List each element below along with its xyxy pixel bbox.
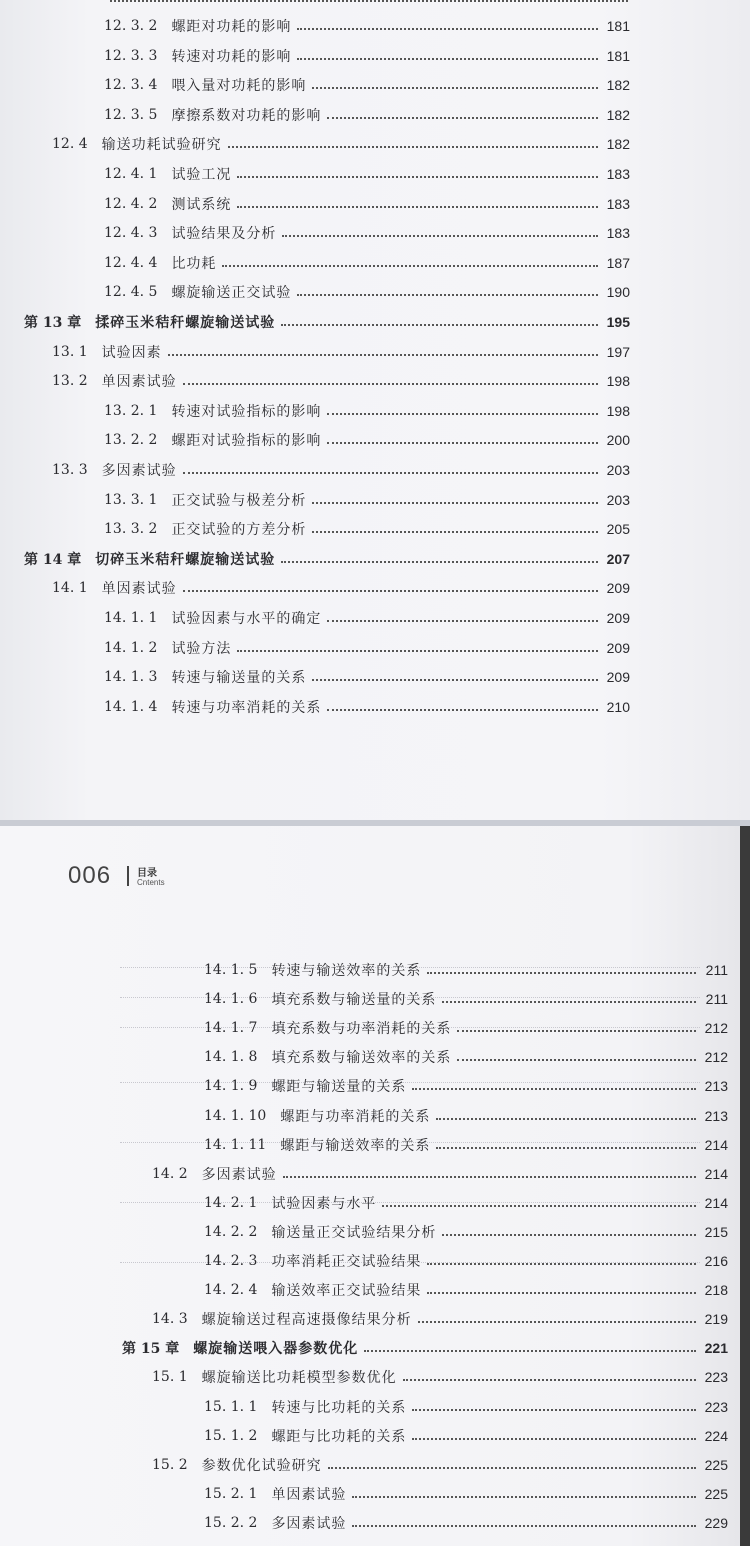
toc-entry-title: 转速与功率消耗的关系 (171, 699, 322, 716)
toc-entry-number: 第 14 章 (24, 551, 82, 568)
toc-subsection-entry (104, 606, 630, 630)
toc-subsection-entry (104, 192, 630, 216)
toc-section-entry (152, 1307, 728, 1331)
toc-entry-title: 螺旋输送喂入器参数优化 (193, 1341, 359, 1358)
header-divider (127, 866, 129, 886)
toc-entry-number: 13. 3. 2 (104, 521, 158, 538)
toc-leader-dots (352, 1496, 696, 1498)
toc-subsection-entry (104, 399, 630, 423)
toc-entry-number: 14. 3 (152, 1311, 188, 1328)
toc-entry-title: 螺距与输送量的关系 (271, 1079, 407, 1096)
toc-subsection-entry (204, 1133, 728, 1157)
toc-chapter-entry (24, 310, 630, 334)
toc-leader-dots (312, 87, 598, 89)
toc-entry-page: 187 (606, 254, 630, 271)
toc-leader-dots (327, 413, 598, 415)
toc-entry-title: 多因素试验 (101, 463, 177, 479)
toc-entry-page: 209 (606, 610, 630, 626)
toc-entry-page: 195 (606, 314, 630, 330)
toc-entry-number: 14. 1. 10 (204, 1107, 267, 1124)
toc-subsection-entry (204, 1220, 728, 1244)
toc-leader-dots (183, 472, 598, 474)
toc-leader-dots (412, 1438, 696, 1440)
toc-entry-title: 螺旋输送正交试验 (171, 285, 292, 302)
toc-subsection-entry (104, 44, 630, 68)
toc-leader-dots (237, 176, 598, 178)
toc-entry-page: 181 (606, 18, 630, 34)
toc-section-entry (52, 458, 630, 482)
toc-leader-dots (436, 1118, 696, 1120)
toc-entry-page: 216 (704, 1253, 728, 1269)
toc-entry-number: 第 15 章 (122, 1341, 180, 1358)
toc-entry-number: 15. 2 (152, 1456, 188, 1473)
toc-leader-dots (281, 324, 598, 326)
toc-entry-title: 试验工况 (171, 167, 232, 183)
toc-entry-number: 15. 2. 1 (204, 1485, 258, 1502)
toc-entry-number: 15. 1. 1 (204, 1398, 258, 1415)
toc-leader-dots (168, 354, 598, 356)
toc-entry-number: 14. 1. 8 (204, 1049, 258, 1066)
toc-entry-title: 多因素试验 (271, 1515, 347, 1532)
toc-leader-dots (436, 1147, 696, 1149)
toc-entry-page: 213 (704, 1078, 728, 1095)
toc-subsection-entry (204, 987, 728, 1011)
toc-entry-title: 揉碎玉米秸秆螺旋输送试验 (95, 315, 276, 331)
toc-leader-dots (364, 1350, 696, 1352)
toc-entry-number: 14. 2. 1 (204, 1194, 258, 1211)
toc-entry-title: 螺距与比功耗的关系 (271, 1428, 407, 1445)
toc-entry-page: 212 (704, 1020, 728, 1037)
toc-entry-number: 14. 1 (52, 580, 88, 597)
toc-entry-title: 多因素试验 (201, 1166, 277, 1183)
toc-leader-dots (110, 0, 628, 2)
toc-subsection-entry (104, 488, 630, 512)
page-number: 006 (68, 862, 112, 889)
toc-entry-page: 214 (704, 1165, 728, 1182)
toc-entry-number: 12. 4. 4 (104, 254, 158, 271)
toc-entry-title: 螺旋输送过程高速摄像结果分析 (201, 1312, 412, 1329)
toc-entry-number: 13. 2 (52, 373, 88, 390)
toc-entry-title: 喂入量对功耗的影响 (171, 78, 307, 95)
toc-entry-page: 219 (704, 1311, 728, 1328)
toc-leader-dots (442, 1234, 696, 1236)
toc-subsection-entry (204, 958, 728, 982)
toc-leader-dots (352, 1525, 696, 1527)
toc-entry-page: 182 (606, 77, 630, 94)
toc-entry-number: 12. 4. 3 (104, 225, 158, 242)
toc-entry-number: 14. 2. 2 (204, 1223, 258, 1240)
toc-entry-page: 209 (606, 580, 630, 597)
toc-entry-page: 203 (606, 462, 630, 478)
toc-section-entry (52, 340, 630, 364)
toc-entry-page: 215 (704, 1223, 728, 1240)
toc-entry-title: 转速对功耗的影响 (171, 48, 292, 65)
toc-leader-dots (312, 502, 598, 504)
toc-subsection-entry (104, 221, 630, 245)
toc-leader-dots (327, 117, 598, 119)
toc-subsection-entry (104, 103, 630, 127)
toc-entry-number: 14. 1. 1 (104, 610, 158, 626)
toc-leader-dots (412, 1088, 696, 1090)
toc-subsection-entry (104, 162, 630, 186)
toc-entry-title: 正交试验与极差分析 (171, 492, 307, 509)
toc-entry-number: 14. 2. 3 (204, 1253, 258, 1269)
toc-leader-dots (297, 28, 598, 30)
toc-entry-title: 输送量正交试验结果分析 (271, 1224, 437, 1241)
toc-entry-number: 13. 2. 1 (104, 402, 158, 419)
toc-subsection-entry (204, 1278, 728, 1302)
toc-entry-number: 13. 1 (52, 343, 88, 360)
toc-leader-dots (457, 1030, 696, 1032)
toc-leader-dots (418, 1321, 696, 1323)
toc-leader-dots (297, 58, 598, 60)
toc-entry-page: 209 (606, 639, 630, 656)
toc-entry-page: 221 (704, 1340, 728, 1357)
toc-entry-page: 183 (606, 166, 630, 182)
toc-subsection-entry (204, 1395, 728, 1419)
toc-leader-dots (327, 620, 598, 622)
toc-entry-title: 转速与输送效率的关系 (271, 963, 422, 979)
toc-entry-page: 207 (606, 550, 630, 567)
toc-entry-page: 182 (606, 136, 630, 153)
toc-entry-page: 211 (705, 962, 728, 978)
toc-leader-dots (327, 709, 598, 711)
toc-subsection-entry (104, 665, 630, 689)
toc-entry-page: 218 (704, 1282, 728, 1299)
toc-subsection-entry (104, 280, 630, 304)
toc-entry-page: 183 (606, 195, 630, 212)
toc-entry-number: 14. 1. 9 (204, 1078, 258, 1095)
toc-subsection-entry (204, 1016, 728, 1040)
toc-leader-dots (328, 1467, 696, 1469)
toc-entry-title: 填充系数与功率消耗的关系 (271, 1021, 452, 1038)
toc-section-entry (52, 576, 630, 600)
toc-entry-title: 比功耗 (171, 255, 217, 272)
toc-entry-page: 181 (606, 47, 630, 64)
toc-subsection-entry (104, 695, 630, 719)
toc-entry-number: 14. 1. 3 (104, 669, 158, 686)
toc-subsection-entry (104, 251, 630, 275)
toc-leader-dots (282, 235, 598, 237)
toc-entry-page: 223 (704, 1369, 728, 1386)
toc-entry-title: 试验因素与水平 (271, 1195, 377, 1212)
toc-entry-title: 功率消耗正交试验结果 (271, 1254, 422, 1270)
toc-leader-dots (183, 590, 598, 592)
toc-entry-page: 224 (704, 1427, 728, 1444)
toc-entry-number: 12. 4. 5 (104, 284, 158, 301)
toc-entry-page: 214 (704, 1194, 728, 1211)
toc-leader-dots (312, 531, 598, 533)
toc-entry-title: 转速与输送量的关系 (171, 670, 307, 687)
toc-entry-number: 14. 1. 7 (204, 1020, 258, 1037)
toc-subsection-entry (204, 1191, 728, 1215)
toc-subsection-entry (204, 1511, 728, 1535)
toc-subsection-entry (204, 1424, 728, 1448)
toc-subsection-entry (204, 1104, 728, 1128)
toc-entry-page: 198 (606, 402, 630, 419)
toc-leader-dots (457, 1059, 696, 1061)
toc-entry-title: 螺距对试验指标的影响 (171, 433, 322, 450)
toc-subsection-entry (104, 428, 630, 452)
toc-entry-title: 填充系数与输送效率的关系 (271, 1050, 452, 1067)
toc-entry-title: 测试系统 (171, 196, 232, 213)
toc-entry-page: 225 (704, 1456, 728, 1473)
toc-entry-title: 输送效率正交试验结果 (271, 1283, 422, 1300)
toc-entry-number: 13. 3 (52, 462, 88, 478)
toc-entry-number: 12. 3. 3 (104, 47, 158, 64)
toc-entry-title: 正交试验的方差分析 (171, 522, 307, 539)
toc-entry-title: 试验结果及分析 (171, 226, 277, 243)
toc-entry-number: 第 13 章 (24, 315, 82, 331)
toc-entry-page: 190 (606, 284, 630, 301)
toc-entry-number: 12. 3. 5 (104, 106, 158, 123)
toc-entry-title: 试验因素与水平的确定 (171, 611, 322, 627)
toc-entry-title: 螺距与输送效率的关系 (280, 1137, 431, 1154)
toc-entry-title: 转速与比功耗的关系 (271, 1399, 407, 1416)
toc-entry-page: 198 (606, 373, 630, 390)
toc-subsection-entry (204, 1482, 728, 1506)
toc-entry-title: 输送功耗试验研究 (101, 137, 222, 154)
toc-leader-dots (228, 146, 598, 148)
toc-entry-number: 13. 2. 2 (104, 432, 158, 449)
toc-leader-dots (312, 679, 598, 681)
toc-entry-number: 15. 2. 2 (204, 1514, 258, 1531)
toc-entry-title: 试验方法 (171, 640, 232, 657)
toc-entry-number: 12. 4 (52, 136, 88, 153)
toc-entry-page: 205 (606, 521, 630, 538)
toc-section-entry (52, 132, 630, 156)
toc-entry-page: 197 (606, 343, 630, 360)
toc-subsection-entry (104, 636, 630, 660)
toc-leader-dots (237, 650, 598, 652)
toc-entry-number: 15. 1. 2 (204, 1427, 258, 1444)
toc-section-entry (52, 369, 630, 393)
toc-entry-title: 螺距对功耗的影响 (171, 19, 292, 35)
toc-subsection-entry (104, 517, 630, 541)
toc-entry-page: 183 (606, 225, 630, 242)
toc-entry-title: 单因素试验 (271, 1486, 347, 1503)
toc-entry-title: 单因素试验 (101, 581, 177, 598)
toc-entry-number: 13. 3. 1 (104, 491, 158, 508)
toc-leader-dots (283, 1176, 696, 1178)
toc-entry-number: 14. 1. 6 (204, 991, 258, 1008)
toc-section-entry (152, 1365, 728, 1389)
toc-subsection-entry (104, 73, 630, 97)
toc-entry-number: 12. 3. 4 (104, 77, 158, 94)
toc-entry-number: 14. 2 (152, 1165, 188, 1182)
toc-entry-title: 切碎玉米秸秆螺旋输送试验 (95, 551, 276, 568)
toc-entry-title: 螺旋输送比功耗模型参数优化 (201, 1370, 397, 1387)
toc-leader-dots (427, 972, 696, 974)
toc-entry-title: 螺距与功率消耗的关系 (280, 1108, 431, 1125)
running-head-subtitle: Cntents (137, 878, 165, 887)
toc-entry-page: 229 (704, 1514, 728, 1531)
toc-entry-page: 213 (704, 1107, 728, 1124)
toc-entry-number: 14. 1. 2 (104, 639, 158, 656)
toc-chapter-entry (24, 547, 630, 571)
toc-leader-dots (297, 294, 598, 296)
toc-entry-title: 填充系数与输送量的关系 (271, 992, 437, 1009)
toc-entry-number: 12. 4. 1 (104, 166, 158, 182)
toc-subsection-entry (204, 1249, 728, 1273)
toc-entry-title: 转速对试验指标的影响 (171, 403, 322, 420)
toc-leader-dots (222, 265, 598, 267)
toc-leader-dots (237, 206, 598, 208)
running-head-title: 目录 (137, 868, 157, 879)
toc-entry-number: 15. 1 (152, 1369, 188, 1386)
toc-leader-dots (183, 383, 598, 385)
toc-subsection-entry (104, 14, 630, 38)
toc-entry-title: 参数优化试验研究 (201, 1457, 322, 1474)
toc-subsection-entry (204, 1045, 728, 1069)
toc-entry-number: 14. 1. 4 (104, 698, 158, 715)
toc-leader-dots (412, 1409, 696, 1411)
toc-entry-page: 225 (704, 1485, 728, 1502)
toc-chapter-entry (122, 1336, 728, 1360)
toc-leader-dots (427, 1263, 696, 1265)
toc-entry-page: 200 (606, 432, 630, 449)
toc-subsection-entry (204, 1074, 728, 1098)
toc-leader-dots (382, 1205, 696, 1207)
toc-entry-page: 214 (704, 1136, 728, 1153)
toc-entry-number: 14. 2. 4 (204, 1282, 258, 1299)
toc-entry-page: 210 (606, 698, 630, 715)
toc-leader-dots (427, 1292, 696, 1294)
toc-leader-dots (403, 1379, 696, 1381)
toc-section-entry (152, 1162, 728, 1186)
toc-leader-dots (327, 442, 598, 444)
toc-entry-number: 12. 4. 2 (104, 195, 158, 212)
toc-entry-title: 试验因素 (101, 344, 162, 361)
toc-entry-page: 203 (606, 491, 630, 508)
toc-entry-number: 14. 1. 11 (204, 1136, 267, 1153)
toc-leader-dots (442, 1001, 696, 1003)
toc-entry-number: 14. 1. 5 (204, 962, 258, 978)
toc-entry-page: 223 (704, 1398, 728, 1415)
toc-entry-title: 摩擦系数对功耗的影响 (171, 107, 322, 124)
toc-entry-page: 212 (704, 1049, 728, 1066)
toc-entry-page: 211 (705, 991, 728, 1008)
toc-entry-cut (104, 0, 634, 10)
toc-leader-dots (281, 561, 598, 563)
toc-entry-number: 12. 3. 2 (104, 18, 158, 34)
toc-entry-page: 182 (606, 106, 630, 123)
toc-entry-title: 单因素试验 (101, 374, 177, 391)
toc-section-entry (152, 1453, 728, 1477)
toc-entry-page: 209 (606, 669, 630, 686)
